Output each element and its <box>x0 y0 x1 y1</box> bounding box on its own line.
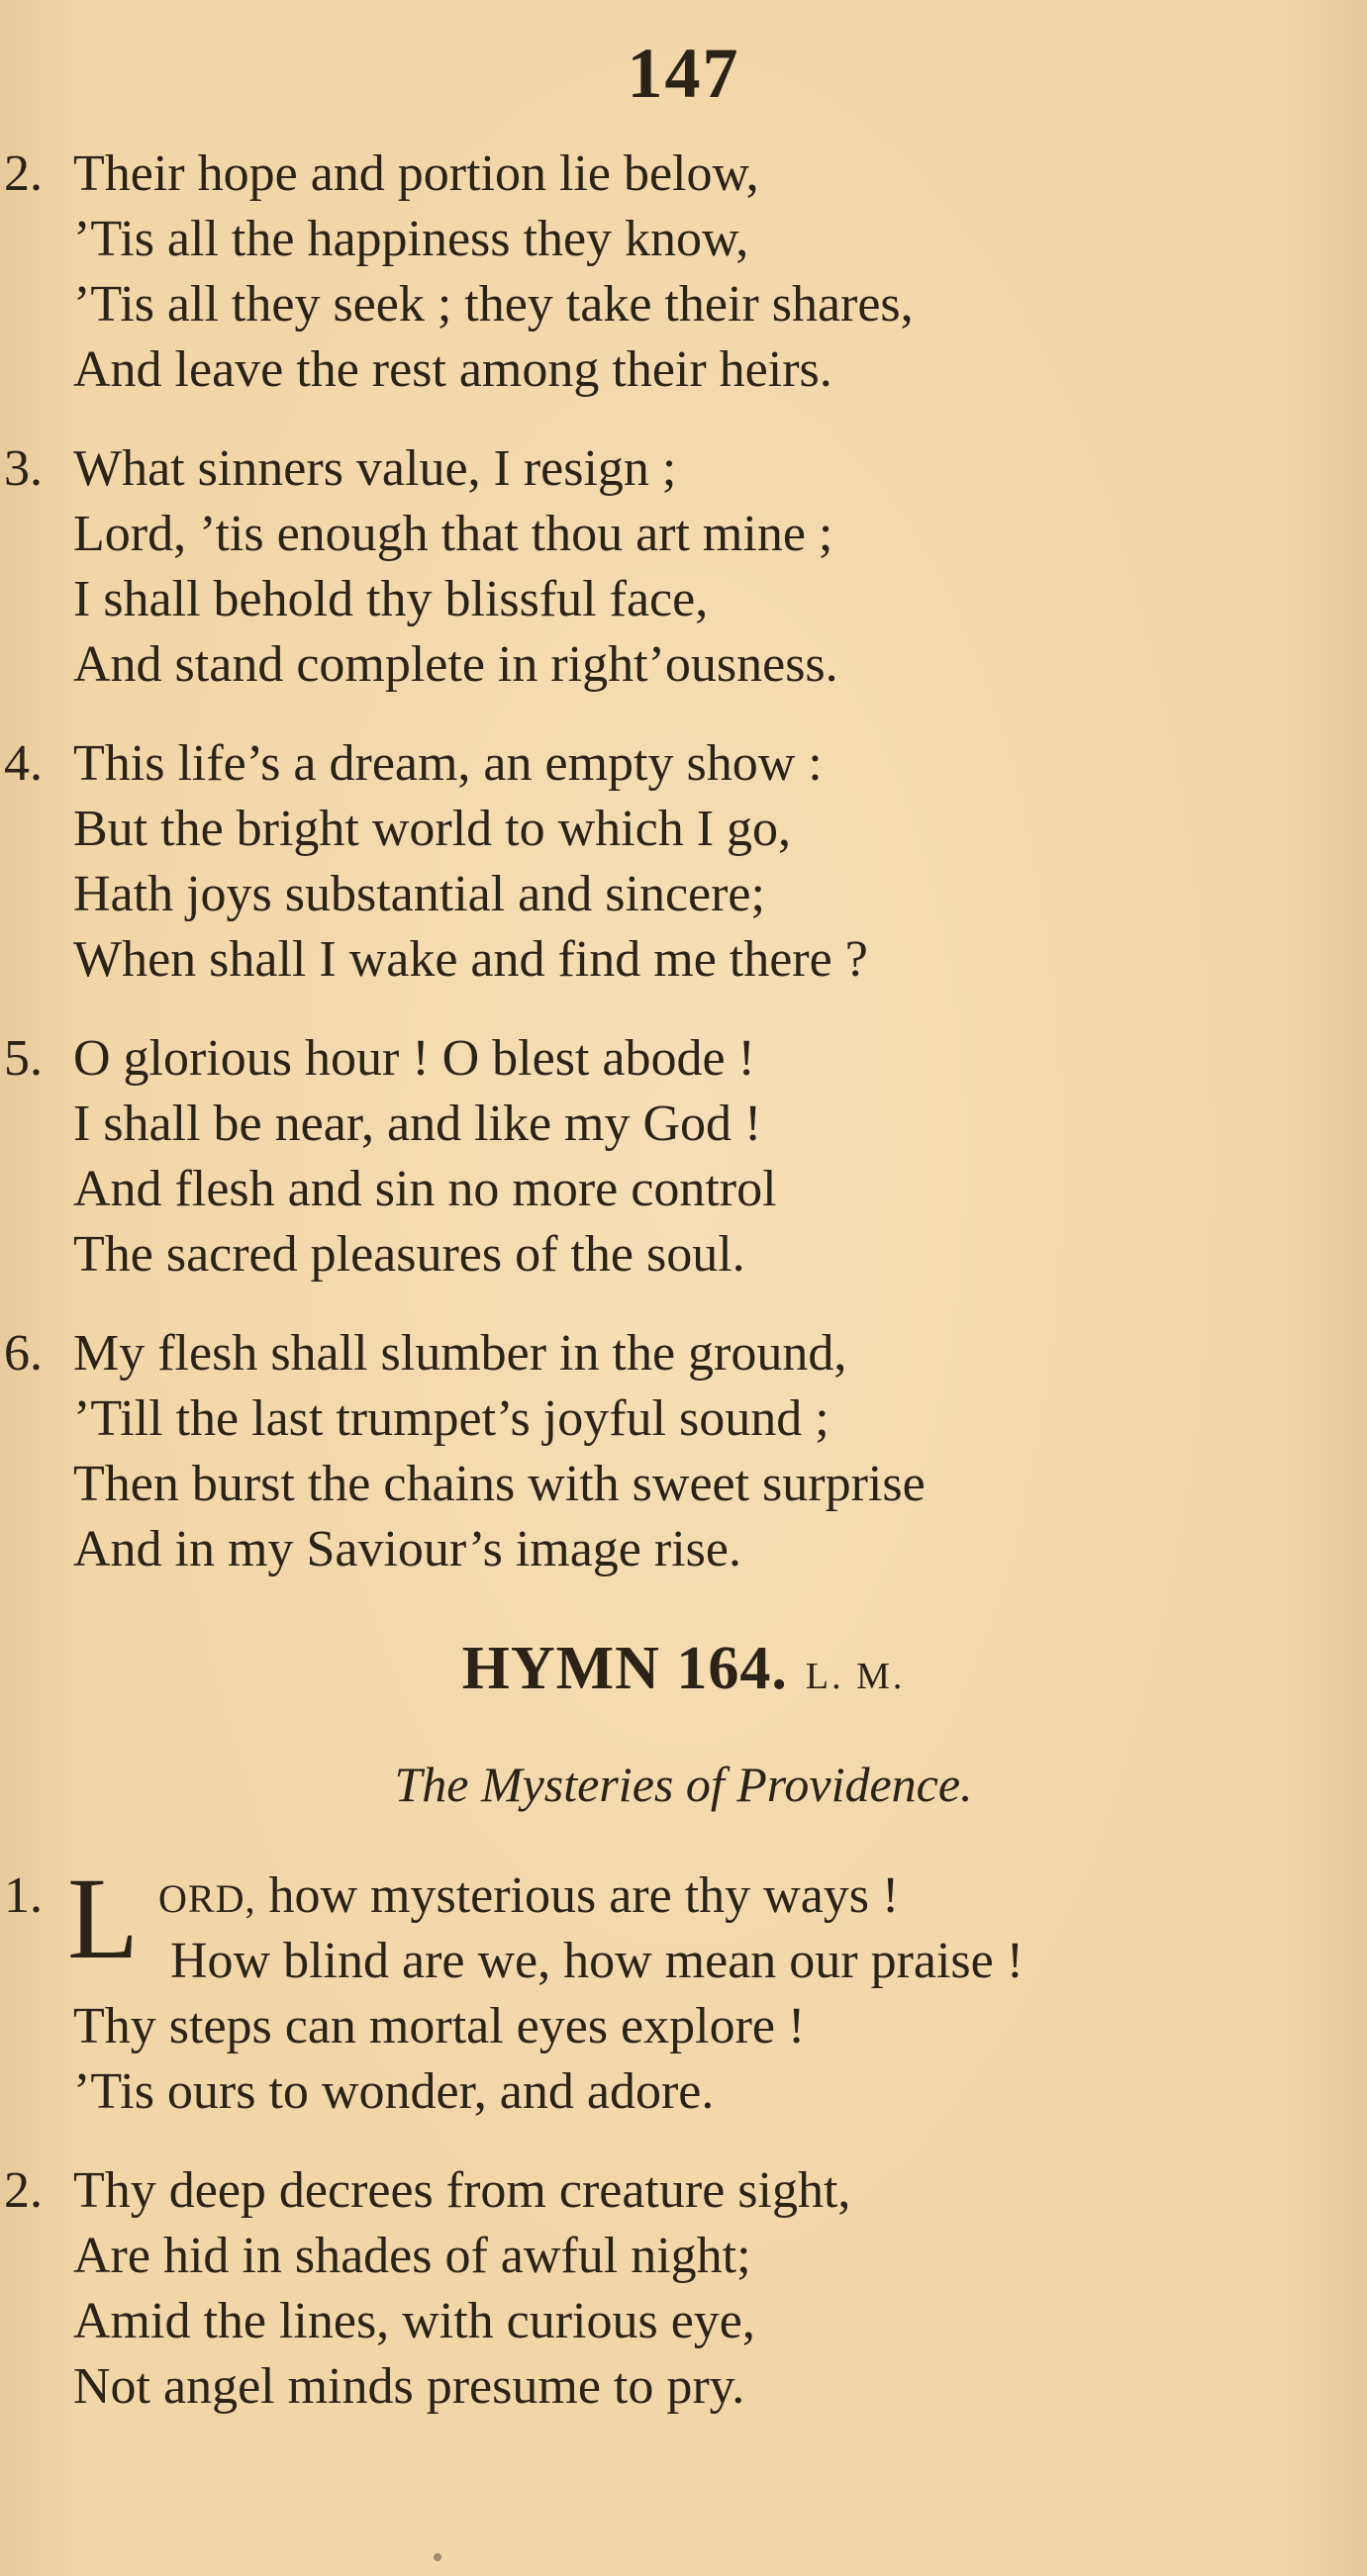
verse-line: And stand complete in right’ousness. <box>73 636 838 693</box>
verse-number: 4. <box>4 735 43 792</box>
first-line-rest: how mysterious are thy ways ! <box>255 1867 900 1924</box>
verse-line: Hath joys substantial and sincere; <box>73 866 765 922</box>
page-number: 147 <box>627 34 740 113</box>
verse-number: 2. <box>4 145 43 202</box>
verse-line: But the bright world to which I go, <box>73 801 792 857</box>
verse-number: 1. <box>4 1867 43 1924</box>
hymn-meter: L. M. <box>805 1656 906 1697</box>
verse-line: When shall I wake and find me there ? <box>73 931 868 988</box>
verse-line: This life’s a dream, an empty show : <box>73 735 823 792</box>
verse-line: And leave the rest among their heirs. <box>73 341 832 398</box>
verse-line: Not angel minds presume to pry. <box>73 2358 745 2415</box>
verse-line: How blind are we, how mean our praise ! <box>170 1933 1025 1989</box>
verse-line: ’Tis ours to wonder, and adore. <box>73 2063 715 2120</box>
verse-line: Amid the lines, with curious eye, <box>73 2293 755 2349</box>
verse-number: 2. <box>4 2162 43 2219</box>
verse-line: Then burst the chains with sweet surprise <box>73 1456 926 1512</box>
verse-line: And flesh and sin no more control <box>73 1161 777 1217</box>
verse-line: My flesh shall slumber in the ground, <box>73 1325 847 1382</box>
verse-line: Thy deep decrees from creature sight, <box>73 2162 851 2219</box>
hymn-title <box>0 1635 1367 1702</box>
verse-number: 6. <box>4 1325 43 1382</box>
verse-line-first <box>158 1867 900 1924</box>
verse-line: Are hid in shades of awful night; <box>73 2228 751 2284</box>
verse-number: 5. <box>4 1030 43 1087</box>
verse-line: ’Tis all the happiness they know, <box>73 211 749 267</box>
verse-line: Thy steps can mortal eyes explore ! <box>73 1998 806 2054</box>
verse-number: 3. <box>4 440 43 497</box>
verse-line: I shall behold thy blissful face, <box>73 571 709 627</box>
verse-line: ’Till the last trumpet’s joyful sound ; <box>73 1390 830 1447</box>
verse-line: What sinners value, I resign ; <box>73 440 677 497</box>
first-word-rest: ORD, <box>158 1876 256 1921</box>
verse-line: O glorious hour ! O blest abode ! <box>73 1030 755 1087</box>
hymn-subtitle: The Mysteries of Providence. <box>394 1757 973 1812</box>
drop-cap: L <box>67 1854 140 1983</box>
verse-line: Their hope and portion lie below, <box>73 145 759 202</box>
ink-speck <box>434 2553 441 2561</box>
verse-line: ’Tis all they seek ; they take their shares, <box>73 276 914 333</box>
verse-line: I shall be near, and like my God ! <box>73 1096 762 1152</box>
hymn-title-text: HYMN 164. <box>461 1635 788 1702</box>
verse-line: And in my Saviour’s image rise. <box>73 1521 741 1577</box>
verse-line: Lord, ’tis enough that thou art mine ; <box>73 506 833 562</box>
verse-line: The sacred pleasures of the soul. <box>73 1226 745 1283</box>
